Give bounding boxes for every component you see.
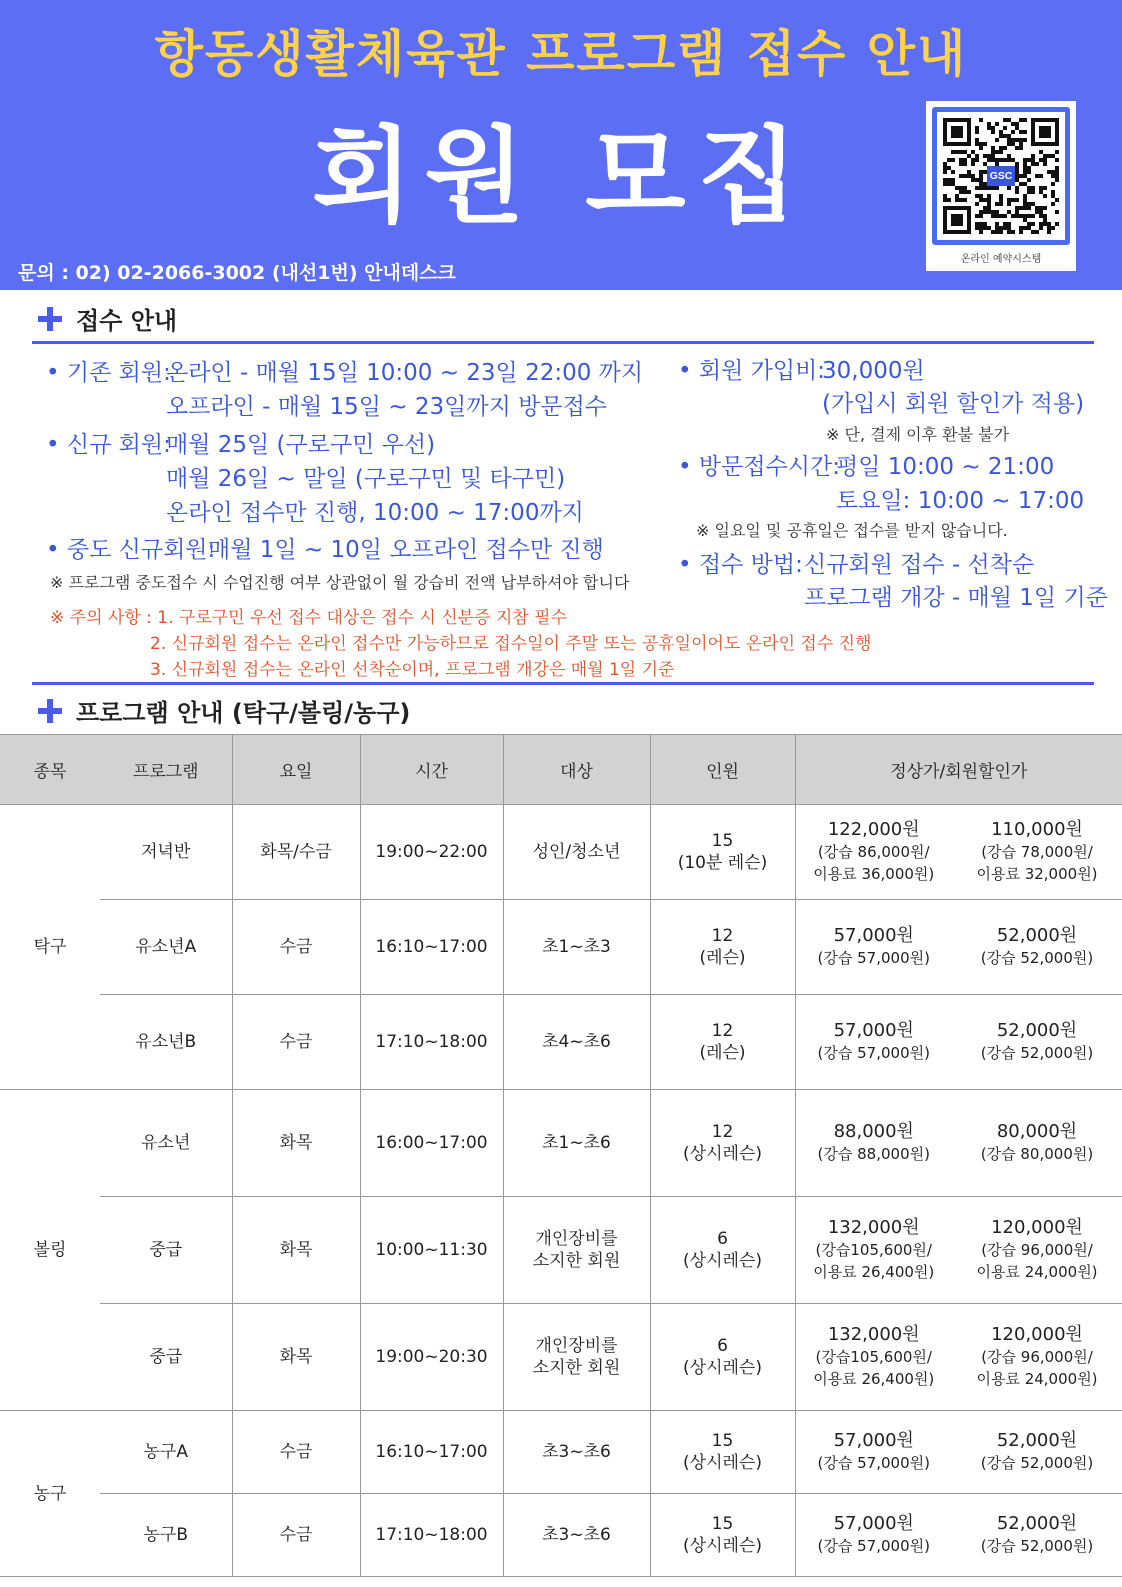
table-header-row [0, 735, 1122, 805]
program-cell: 중급 [100, 1197, 232, 1304]
regular-price-cell: 57,000원 (강습 57,000원) [795, 1494, 952, 1577]
program-cell: 유소년B [100, 995, 232, 1090]
program-cell: 유소년 [100, 1090, 232, 1197]
qr-caption: 온라인 예약시스템 [960, 254, 1042, 265]
visit-saturday: 토요일: 10:00 ~ 17:00 [836, 488, 1085, 514]
fee-label: • 회원 가입비: [678, 358, 826, 384]
member-price-cell: 120,000원 (강습 96,000원/ 이용료 24,000원) [952, 1197, 1122, 1304]
section-registration-head [38, 301, 177, 336]
midterm-label: • 중도 신규회원: [46, 537, 216, 563]
contact-info: 문의 : 02) 02-2066-3002 (내선1번) 안내데스크 [18, 262, 456, 284]
new-line3: 온라인 접수만 진행, 10:00 ~ 17:00까지 [166, 500, 584, 526]
sport-cell: 탁구 [0, 805, 100, 1090]
program-cell: 중급 [100, 1304, 232, 1411]
days-cell: 화목 [232, 1197, 360, 1304]
qr-code-card[interactable] [926, 101, 1076, 271]
days-cell: 화목 [232, 1090, 360, 1197]
new-line1: 매월 25일 (구로구민 우선) [166, 432, 436, 458]
col-price: 정상가/회원할인가 [795, 735, 1122, 805]
table-row [0, 1090, 1122, 1197]
days-cell: 화목 [232, 1304, 360, 1411]
regular-price-cell: 122,000원 (강습 86,000원/ 이용료 36,000원) [795, 805, 952, 900]
capacity-cell: 15 (10분 레슨) [650, 805, 795, 900]
divider [32, 682, 1094, 685]
capacity-cell: 12 (상시레슨) [650, 1090, 795, 1197]
table-row [0, 900, 1122, 995]
col-target: 대상 [503, 735, 650, 805]
section-programs-head [38, 693, 410, 728]
sport-cell: 농구 [0, 1411, 100, 1577]
member-price-cell: 80,000원 (강습 80,000원) [952, 1090, 1122, 1197]
plus-icon [38, 699, 62, 723]
program-table [0, 734, 1122, 1577]
target-cell: 초3~초6 [503, 1411, 650, 1494]
program-cell: 유소년A [100, 900, 232, 995]
regular-price-cell: 57,000원 (강습 57,000원) [795, 900, 952, 995]
time-cell: 17:10~18:00 [360, 995, 503, 1090]
member-price-cell: 52,000원 (강습 52,000원) [952, 995, 1122, 1090]
existing-online: 온라인 - 매월 15일 10:00 ~ 23일 22:00 까지 [166, 360, 644, 386]
sport-cell: 볼링 [0, 1090, 100, 1411]
capacity-cell: 12 (레슨) [650, 995, 795, 1090]
program-cell: 농구A [100, 1411, 232, 1494]
col-days: 요일 [232, 735, 360, 805]
capacity-cell: 6 (상시레슨) [650, 1197, 795, 1304]
capacity-cell: 15 (상시레슨) [650, 1411, 795, 1494]
svg-text:GSC: GSC [989, 171, 1013, 183]
caution-1: ※ 주의 사항 : 1. 구로구민 우선 접수 대상은 접수 시 신분증 지참 필수 [50, 608, 567, 628]
member-price-cell: 52,000원 (강습 52,000원) [952, 900, 1122, 995]
days-cell: 수금 [232, 1494, 360, 1577]
program-cell: 저녁반 [100, 805, 232, 900]
fee-detail: (가입시 회원 할인가 적용) [822, 391, 1085, 417]
regular-price-cell: 88,000원 (강습 88,000원) [795, 1090, 952, 1197]
section-title-registration: 접수 안내 [76, 307, 178, 335]
col-program: 프로그램 [100, 735, 232, 805]
target-cell: 초4~초6 [503, 995, 650, 1090]
member-price-cell: 52,000원 (강습 52,000원) [952, 1411, 1122, 1494]
member-price-cell: 120,000원 (강습 96,000원/ 이용료 24,000원) [952, 1304, 1122, 1411]
existing-member-label: • 기존 회원: [46, 360, 171, 386]
time-cell: 16:10~17:00 [360, 1411, 503, 1494]
visit-label: • 방문접수시간: [678, 454, 840, 480]
col-capacity: 인원 [650, 735, 795, 805]
table-row [0, 1494, 1122, 1577]
page-title: 항동생활체육관 프로그램 접수 안내 [154, 25, 968, 83]
method-label: • 접수 방법: [678, 552, 803, 578]
target-cell: 초3~초6 [503, 1494, 650, 1577]
target-cell: 개인장비를 소지한 회원 [503, 1197, 650, 1304]
table-row [0, 1304, 1122, 1411]
col-sport: 종목 [0, 735, 100, 805]
time-cell: 17:10~18:00 [360, 1494, 503, 1577]
qr-code-icon[interactable] [932, 107, 1070, 245]
time-cell: 16:00~17:00 [360, 1090, 503, 1197]
time-cell: 19:00~22:00 [360, 805, 503, 900]
capacity-cell: 6 (상시레슨) [650, 1304, 795, 1411]
target-cell: 초1~초6 [503, 1090, 650, 1197]
days-cell: 수금 [232, 995, 360, 1090]
time-cell: 19:00~20:30 [360, 1304, 503, 1411]
new-member-label: • 신규 회원: [46, 432, 171, 458]
days-cell: 화목/수금 [232, 805, 360, 900]
method-line1: 신규회원 접수 - 선착순 [804, 552, 1035, 578]
table-row [0, 1197, 1122, 1304]
regular-price-cell: 57,000원 (강습 57,000원) [795, 1411, 952, 1494]
days-cell: 수금 [232, 1411, 360, 1494]
visit-weekday: 평일 10:00 ~ 21:00 [836, 454, 1055, 480]
caution-2: 2. 신규회원 접수는 온라인 접수만 가능하므로 접수일이 주말 또는 공휴일이어도 온라인 접수 진행 [150, 634, 872, 654]
member-price-cell: 110,000원 (강습 78,000원/ 이용료 32,000원) [952, 805, 1122, 900]
days-cell: 수금 [232, 900, 360, 995]
target-cell: 성인/청소년 [503, 805, 650, 900]
existing-offline: 오프라인 - 매월 15일 ~ 23일까지 방문접수 [166, 394, 608, 420]
caution-3: 3. 신규회원 접수는 온라인 선착순이며, 프로그램 개강은 매월 1일 기준 [150, 660, 675, 680]
midterm-note: ※ 프로그램 중도접수 시 수업진행 여부 상관없이 월 강습비 전액 납부하셔야 합니다 [50, 573, 630, 592]
capacity-cell: 15 (상시레슨) [650, 1494, 795, 1577]
table-row [0, 805, 1122, 900]
regular-price-cell: 132,000원 (강습105,600원/ 이용료 26,400원) [795, 1304, 952, 1411]
plus-icon [38, 307, 62, 331]
regular-price-cell: 57,000원 (강습 57,000원) [795, 995, 952, 1090]
headline-recruit: 회원 모집 [311, 115, 811, 237]
table-row [0, 995, 1122, 1090]
time-cell: 16:10~17:00 [360, 900, 503, 995]
col-time: 시간 [360, 735, 503, 805]
header-banner [0, 0, 1122, 290]
midterm-text: 매월 1일 ~ 10일 오프라인 접수만 진행 [208, 537, 604, 563]
member-price-cell: 52,000원 (강습 52,000원) [952, 1494, 1122, 1577]
new-line2: 매월 26일 ~ 말일 (구로구민 및 타구민) [166, 466, 566, 492]
method-line2: 프로그램 개강 - 매월 1일 기준 [804, 585, 1108, 611]
target-cell: 개인장비를 소지한 회원 [503, 1304, 650, 1411]
table-row [0, 1411, 1122, 1494]
target-cell: 초1~초3 [503, 900, 650, 995]
time-cell: 10:00~11:30 [360, 1197, 503, 1304]
visit-note: ※ 일요일 및 공휴일은 접수를 받지 않습니다. [696, 521, 1008, 540]
fee-amount: 30,000원 [822, 358, 925, 384]
divider [32, 341, 1094, 344]
regular-price-cell: 132,000원 (강습105,600원/ 이용료 26,400원) [795, 1197, 952, 1304]
program-cell: 농구B [100, 1494, 232, 1577]
fee-note: ※ 단, 결제 이후 환불 불가 [826, 425, 1010, 444]
capacity-cell: 12 (레슨) [650, 900, 795, 995]
section-title-programs: 프로그램 안내 (탁구/볼링/농구) [76, 699, 411, 727]
